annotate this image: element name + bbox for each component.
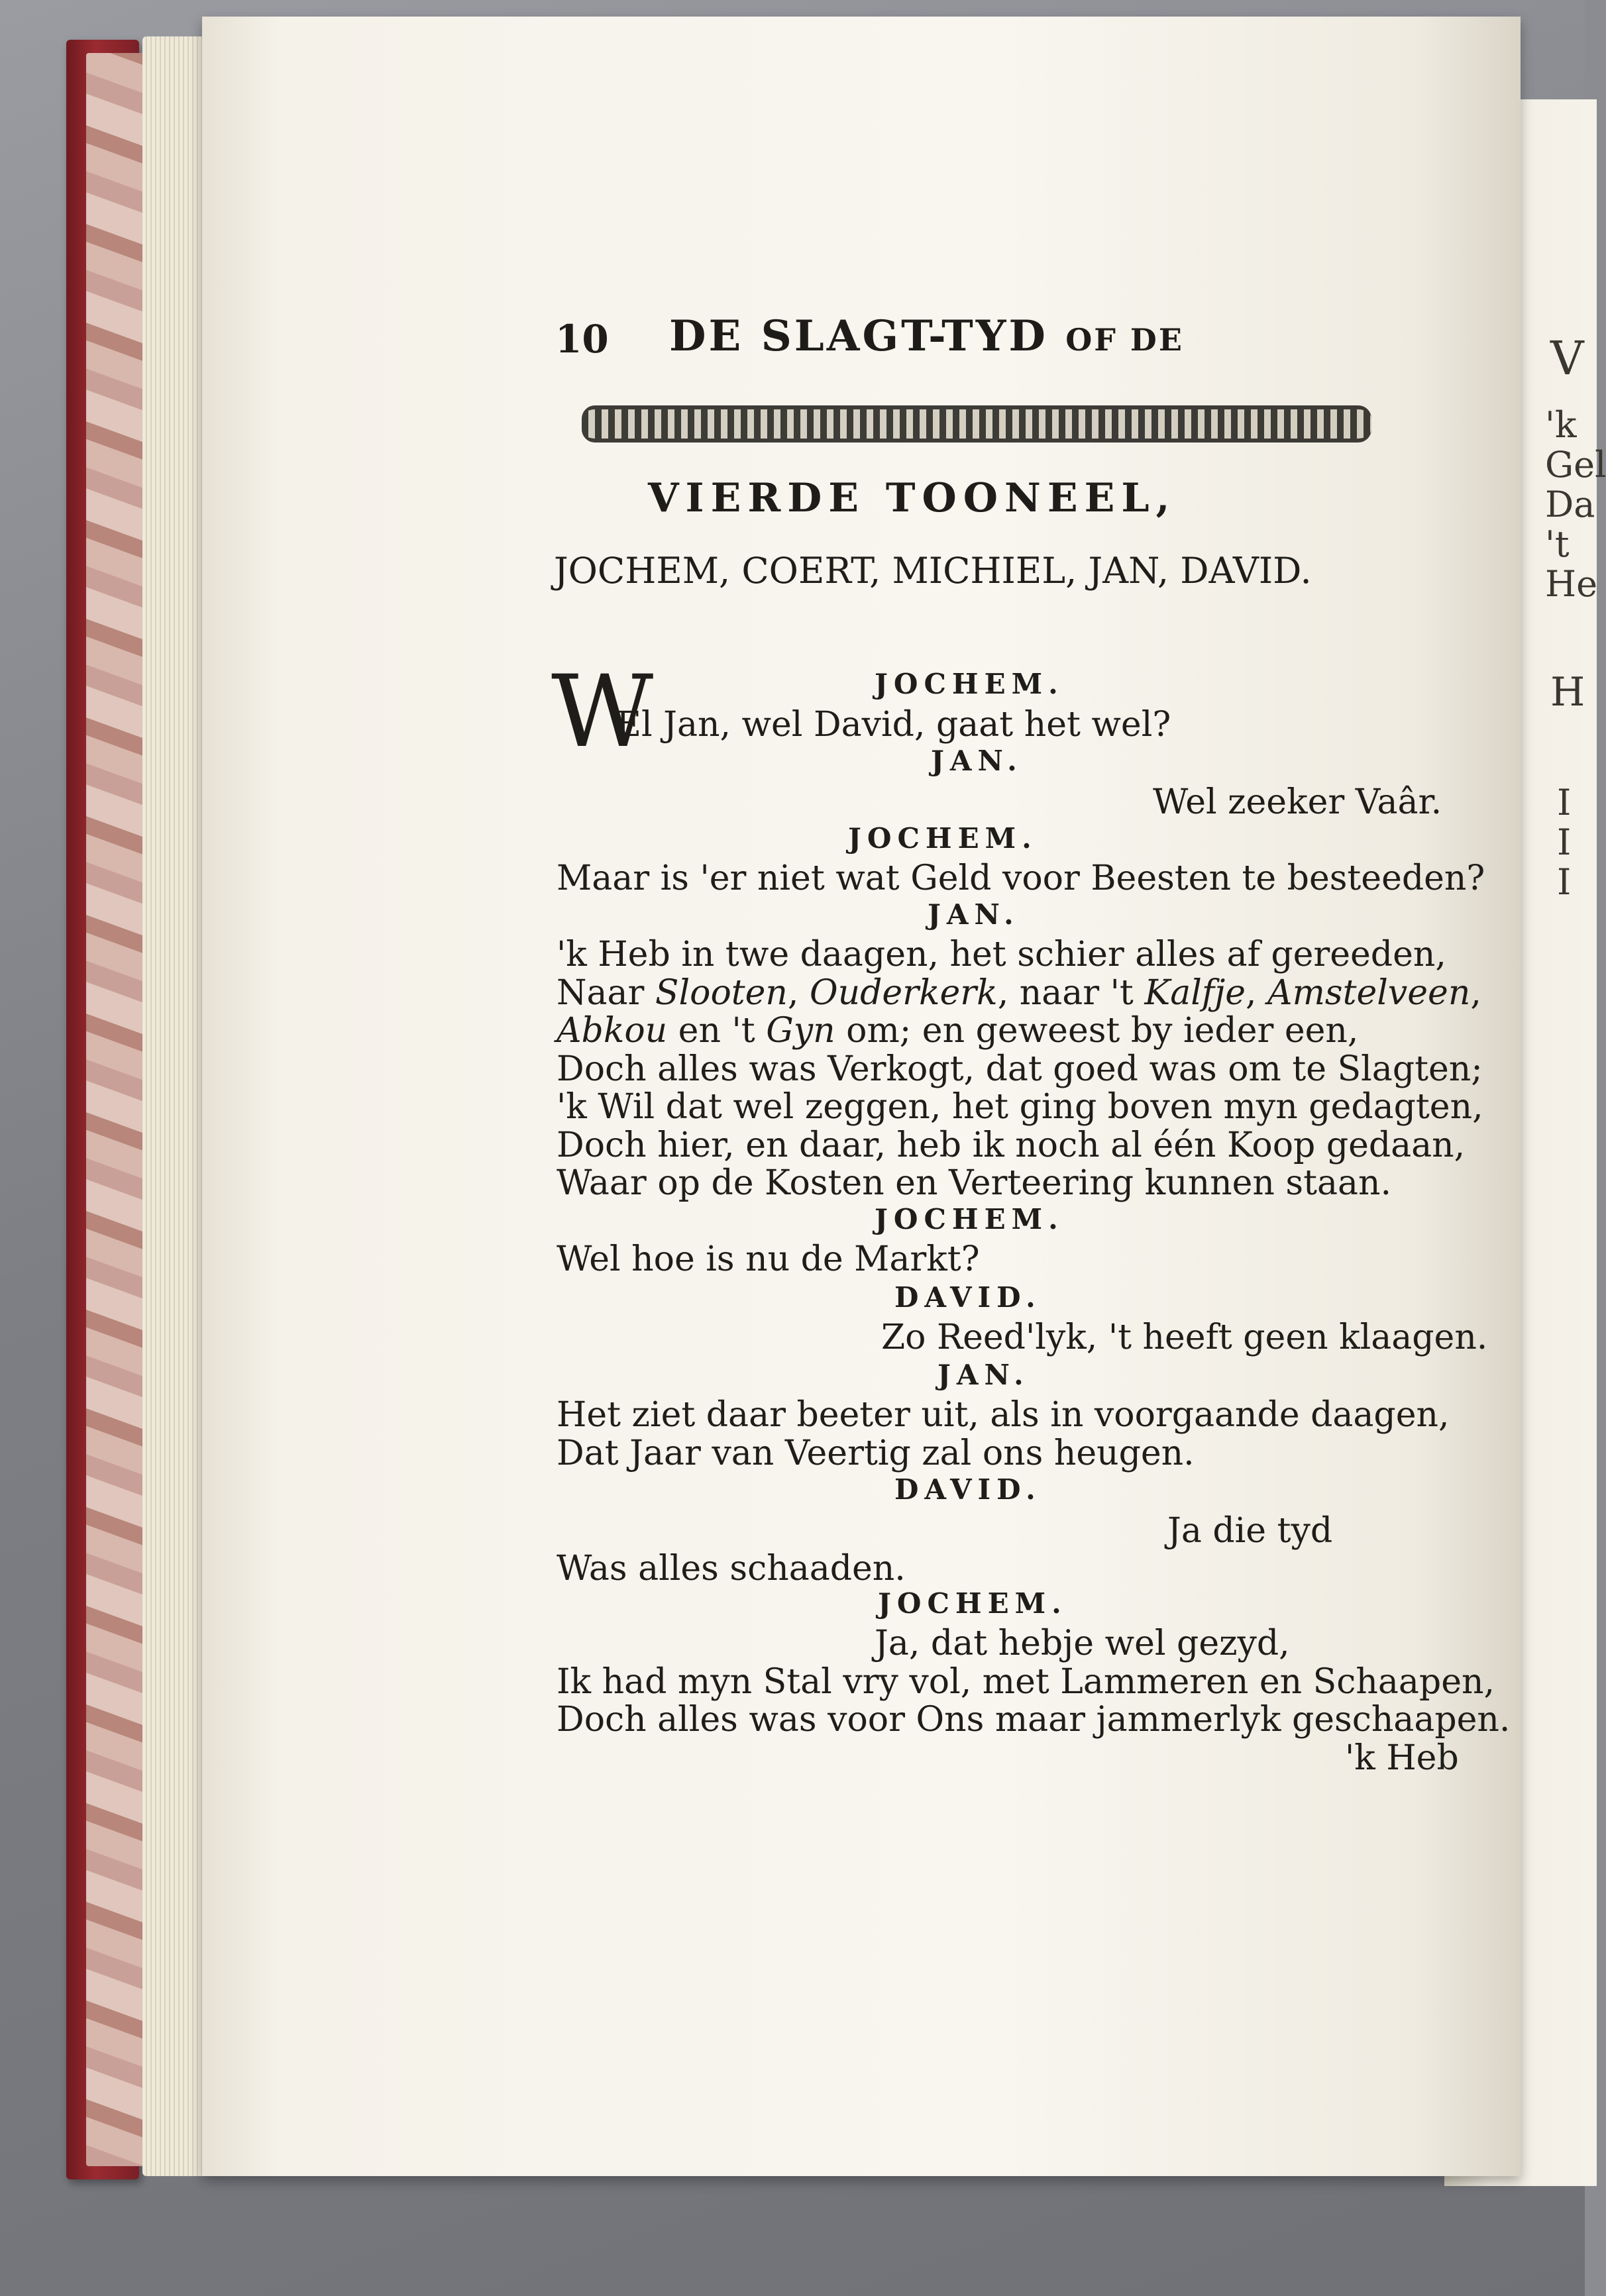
facing-fragment: I xyxy=(1557,782,1572,823)
verse-line xyxy=(557,1011,1359,1051)
verse-line: Doch alles was voor Ons maar jammerlyk geschaapen. xyxy=(557,1700,1511,1740)
speaker-label: JAN. xyxy=(928,898,1020,931)
drop-cap: W xyxy=(551,654,654,770)
facing-fragment: Da xyxy=(1545,484,1595,525)
verse-line: Zo Reed'lyk, 't heeft geen klaagen. xyxy=(881,1318,1488,1357)
running-head xyxy=(669,311,1184,361)
facing-fragment: I xyxy=(1557,861,1572,903)
facing-fragment: V xyxy=(1550,331,1584,386)
verse-line: Dat Jaar van Veertig zal ons heugen. xyxy=(557,1434,1195,1473)
speaker-label: JOCHEM. xyxy=(875,1203,1064,1235)
speaker-label: DAVID. xyxy=(894,1281,1042,1314)
verse-line: Ik had myn Stal vry vol, met Lammeren en Schaapen, xyxy=(557,1662,1495,1702)
facing-fragment: H xyxy=(1550,669,1585,715)
running-head-tail: OF DE xyxy=(1065,322,1184,358)
verse-fragment: om; en geweest by ieder een, xyxy=(835,1011,1359,1051)
place-name: Gyn xyxy=(766,1011,835,1051)
facing-fragment: I xyxy=(1557,821,1572,863)
verse-fragment: en 't xyxy=(667,1011,767,1051)
verse-fragment: , xyxy=(1470,973,1481,1013)
speaker-label: JOCHEM. xyxy=(875,668,1064,700)
speaker-label: JOCHEM. xyxy=(878,1587,1067,1620)
verse-fragment: , xyxy=(787,973,810,1013)
verse-line: Doch alles was Verkogt, dat goed was om te Slagten; xyxy=(557,1049,1483,1089)
speaker-label: DAVID. xyxy=(894,1473,1042,1506)
place-name: Slooten xyxy=(655,973,788,1013)
facing-fragment: 't xyxy=(1545,523,1570,565)
verse-line: Wel zeeker Vaâr. xyxy=(1153,782,1442,822)
verse-line: Maar is 'er niet wat Geld voor Beesten te besteeden? xyxy=(557,859,1485,898)
place-name: Ouderkerk xyxy=(809,973,998,1013)
verse-line: Waar op de Kosten en Verteering kunnen staan. xyxy=(557,1163,1391,1203)
verse-fragment: , naar 't xyxy=(997,973,1145,1013)
cast-list: JOCHEM, COERT, MICHIEL, JAN, DAVID. xyxy=(554,550,1312,592)
catchword: 'k Heb xyxy=(1345,1738,1459,1778)
speaker-label: JOCHEM. xyxy=(848,822,1038,855)
verse-line: Ja, dat hebje wel gezyd, xyxy=(875,1624,1290,1663)
verse-line: 'k Wil dat wel zeggen, het ging boven myn gedagten, xyxy=(557,1087,1483,1127)
verse-line: Wel hoe is nu de Markt? xyxy=(557,1239,980,1279)
place-name: Kalfje xyxy=(1144,973,1246,1013)
verse-line: Het ziet daar beeter uit, als in voorgaande daagen, xyxy=(557,1395,1450,1435)
verse-line: 'k Heb in twe daagen, het schier alles af gereeden, xyxy=(557,935,1446,974)
facing-fragment: He xyxy=(1545,563,1598,605)
facing-fragment: Gel xyxy=(1545,444,1606,486)
verse-line: Ja die tyd xyxy=(1167,1511,1333,1551)
scene-title: VIERDE TOONEEL, xyxy=(648,475,1177,521)
running-head-title: DE SLAGT-TYD xyxy=(669,311,1048,361)
verse-line: Doch hier, en daar, heb ik noch al één Koop gedaan, xyxy=(557,1125,1466,1165)
place-name: Abkou xyxy=(557,1011,668,1051)
ornamental-rule xyxy=(582,405,1371,443)
verse-line: El Jan, wel David, gaat het wel? xyxy=(616,705,1171,745)
verse-fragment: Naar xyxy=(557,973,655,1013)
facing-fragment: 'k xyxy=(1545,404,1577,446)
speaker-label: JAN. xyxy=(937,1359,1030,1391)
verse-line xyxy=(557,973,1481,1013)
verse-line: Was alles schaaden. xyxy=(557,1549,906,1589)
place-name: Amstelveen xyxy=(1267,973,1471,1013)
speaker-label: JAN. xyxy=(931,745,1023,777)
verse-fragment: , xyxy=(1245,973,1268,1013)
page-number: 10 xyxy=(555,317,609,362)
